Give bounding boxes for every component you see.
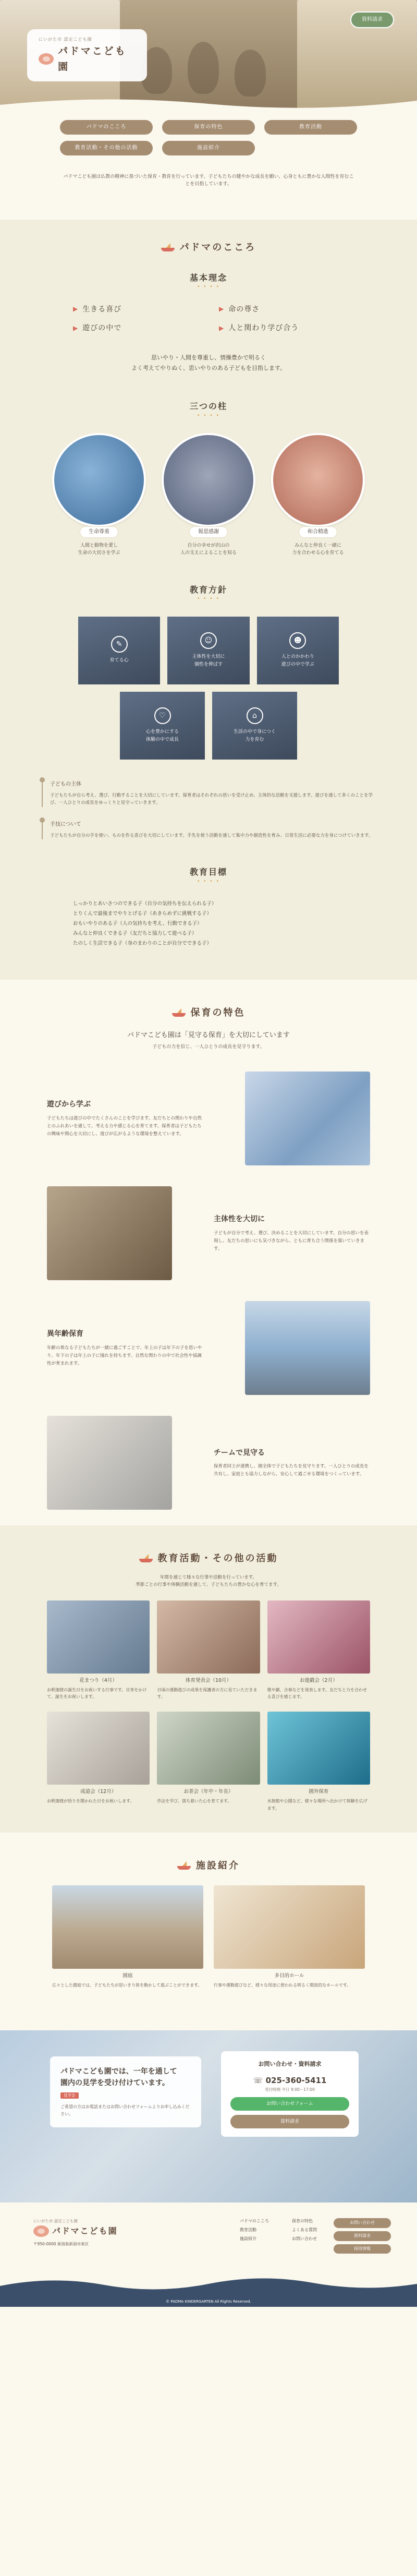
feature-photo [47, 1186, 172, 1280]
footer-buttons [334, 2218, 391, 2257]
activity-photo [47, 1712, 150, 1785]
home-icon: ⌂ [247, 707, 263, 724]
footer-link[interactable]: よくある質問 [292, 2227, 317, 2232]
activity-desc: 水族館や公園など、様々な場所へ出かけて体験を広げます。 [267, 1799, 367, 1811]
feature-title: 遊びから学ぶ [47, 1100, 91, 1109]
footer-link[interactable]: 保育の特色 [292, 2218, 313, 2223]
feature-row [47, 1416, 370, 1510]
note-title: 子どもの主体 [50, 781, 81, 787]
dot-marker [40, 777, 45, 783]
nav-facilities[interactable]: 施設紹介 [162, 141, 255, 155]
boat-icon [161, 244, 175, 251]
dot-marker [40, 817, 45, 823]
book-icon: ✎ [111, 636, 128, 653]
feature-text: 子どもが自分で考え、選び、決めることを大切にしています。自分の思いを表現し、友だちの思いにも気づきながら、ともに育ち合う関係を築いていきます。 [214, 1230, 369, 1251]
pillars-list [52, 433, 365, 557]
footer-logo[interactable]: にいがた市 認定こども園 パドマこども園 〒950-0000 新潟県新潟市東区 [33, 2218, 118, 2247]
footer-recruit-button[interactable]: 採用情報 [334, 2244, 391, 2254]
copyright: © PADMA KINDERGARTEN All Rights Reserved. [0, 2296, 417, 2307]
section-title: 保育の特色 [0, 1006, 417, 1021]
heart-icon: ♡ [154, 707, 171, 724]
feature-title: 異年齢保育 [47, 1330, 83, 1339]
goal-item: しっかりとあいさつのできる子（自分の気持ちを伝えられる子） [73, 900, 217, 907]
arrow-icon: ▶ [219, 324, 225, 332]
goal-item: たのしく生活できる子（身のまわりのことが自分でできる子） [73, 940, 212, 946]
logo-name: パドマこども園 [58, 45, 127, 73]
footer-link[interactable]: 施設紹介 [240, 2236, 256, 2241]
note-text: 子どもたちが自分の手を使い、ものを作る喜びを大切にしています。手先を使う活動を通して集中力や創造性を育み、日常生活に必要な力を身につけていきます。 [50, 833, 373, 838]
activity-title: 体育発表会（10月） [185, 1677, 232, 1683]
pillar-desc: 人間と動物を愛し 生命の大切さを学ぶ [78, 543, 120, 556]
facilities-grid [52, 1885, 365, 1989]
people-icon: ☺ [200, 632, 217, 649]
arrow-icon: ▶ [73, 305, 79, 313]
feature-title: チームで見守る [214, 1448, 265, 1457]
pillar-photo [162, 433, 255, 527]
nav-education[interactable]: 教育活動 [264, 120, 357, 135]
facility-card [52, 1885, 203, 1989]
policy-card: ☺ 主体性を大切に 個性を伸ばす [167, 617, 249, 684]
section-title: 施設紹介 [0, 1859, 417, 1874]
intro-text: パドマこども園は仏教の精神に基づいた保育・教育を行っています。子どもたちの健やかな成長を願い、心身ともに豊かな人間性を育むことを目指しています。 [63, 174, 354, 187]
site-logo[interactable] [27, 29, 147, 81]
feature-photo [245, 1072, 370, 1165]
activity-photo [157, 1712, 260, 1785]
note-handwork [42, 821, 375, 839]
activity-desc: 日頃の運動遊びの成果を保護者の方に見ていただきます。 [157, 1687, 257, 1700]
footer-link[interactable]: 教育活動 [240, 2227, 256, 2232]
boat-icon [172, 1009, 186, 1017]
pillar-desc: 自分の幸せが沢山の 人の支えによることを知る [180, 543, 237, 556]
request-docs-button[interactable]: 資料請求 [230, 2115, 349, 2128]
lotus-icon [39, 53, 54, 65]
activity-desc: 歌や劇、合奏などを発表します。友だちと力を合わせる喜びを感じます。 [267, 1687, 367, 1700]
activity-desc: お釈迦様の誕生日をお祝いする行事です。甘茶をかけて、誕生をお祝いします。 [47, 1687, 147, 1700]
activity-desc: 作法を学び、落ち着いた心を育てます。 [157, 1799, 232, 1804]
pillar-label: 和合精進 [299, 526, 337, 538]
facility-desc: 行事や運動遊びなど、様々な用途に使われる明るく開放的なホールです。 [214, 1982, 351, 1988]
phone-hours: 受付時間 平日 9:00〜17:00 [265, 2087, 315, 2092]
activity-card [267, 1600, 370, 1701]
dots-decoration: • • • • [197, 284, 220, 290]
note-title: 手技について [50, 821, 81, 827]
group-icon: ☻ [289, 632, 306, 649]
feature-row [47, 1301, 370, 1395]
activity-title: 園外保育 [309, 1789, 329, 1795]
goal-item: とりくんで最後までやりとげる子（あきらめずに挑戦する子） [73, 910, 212, 917]
activity-title: お遊戯会（2月） [300, 1677, 338, 1683]
features-lead: パドマこども園は「見守る保育」を大切にしています [127, 1031, 290, 1039]
principle-item: ▶ 人と関わり学び合う [219, 323, 299, 332]
visit-headline: パドマこども園では、一年を通して 園内の見学を受け付けています。 [60, 2067, 177, 2088]
lotus-icon [33, 2225, 49, 2237]
policy-card: ☻ 人とのかかわり 遊びの中で学ぶ [257, 617, 339, 684]
activity-title: 花まつり（4月） [79, 1677, 117, 1683]
pillar-card [271, 433, 365, 557]
nav-features[interactable]: 保育の特色 [162, 120, 255, 135]
dots-decoration: • • • • [197, 878, 220, 884]
policy-list [78, 617, 339, 684]
section-title: 教育活動・その他の活動 [0, 1551, 417, 1567]
nav-activities[interactable]: 教育活動・その他の活動 [60, 141, 153, 155]
activities-lead: 年間を通じて様々な行事や活動を行っています。 季節ごとの行事や体験活動を通して、子どもたちの豊かな心を育てます。 [136, 1574, 281, 1588]
pillar-card [162, 433, 255, 557]
pillar-label: 生命尊重 [80, 526, 118, 538]
activities-grid [47, 1600, 370, 1812]
hero [0, 0, 417, 110]
policy-card: ⌂ 生活の中で身につく 力を育む [212, 692, 297, 760]
boat-icon [139, 1555, 153, 1562]
section-facilities [0, 1833, 417, 2009]
note-text: 子どもたちが自ら考え、選び、行動することを大切にしています。保育者はそれぞれの思いを受け止め、主体的な活動を支援します。遊びを通して多くのことを学び、一人ひとりの成長をゆっくりと見守っていきます。 [50, 792, 373, 806]
footer-logo-sub: にいがた市 認定こども園 [33, 2218, 78, 2223]
feature-photo [47, 1416, 172, 1510]
phone-icon: ☏ [253, 2075, 266, 2085]
header-request-button[interactable]: 資料請求 [350, 11, 394, 28]
policy-list-row2 [120, 692, 297, 760]
contact-form-button[interactable]: お問い合わせフォーム [230, 2097, 349, 2111]
facility-title: 園庭 [122, 1972, 133, 1979]
activity-photo [157, 1600, 260, 1674]
features-sub: 子どもの力を信じ、一人ひとりの成長を見守ります。 [152, 1044, 265, 1050]
nav-kokoro[interactable]: パドマのこころ [60, 120, 153, 135]
facility-card [214, 1885, 365, 1989]
mission-text: 思いやり・人間を尊重し、情操豊かで明るく よく考えてやりぬく、思いやりのある子どもを目指します。 [131, 354, 286, 372]
dots-decoration: • • • • [197, 596, 220, 602]
footer [0, 2202, 417, 2307]
contact-title: お問い合わせ・資料請求 [258, 2060, 322, 2067]
facility-title: 多目的ホール [274, 1972, 304, 1979]
activity-photo [267, 1600, 370, 1674]
pillar-photo [271, 433, 365, 527]
feature-row [47, 1072, 370, 1165]
section-features [0, 980, 417, 1525]
activity-card [267, 1712, 370, 1812]
pillars-title: 三つの柱 [189, 401, 227, 411]
pillar-photo [52, 433, 146, 527]
boat-icon [177, 1862, 191, 1870]
arrow-icon: ▶ [219, 305, 225, 313]
feature-text: 保育者同士が連携し、園全体で子どもたちを見守ります。一人ひとりの成長を共有し、家庭とも協力しながら、安心して過ごせる環境をつくっています。 [214, 1464, 369, 1477]
goal-item: みんなと仲良くできる子（友だちと協力して遊べる子） [73, 930, 197, 936]
feature-row [47, 1186, 370, 1280]
note-subject [42, 780, 375, 807]
policy-card: ✎ 育てる心 [78, 617, 160, 684]
feature-text: 子どもたちは遊びの中でたくさんのことを学びます。友だちとの関わりや自然とのふれあいを通して、考える力や感じる心を育てます。保育者は子どもたちの興味や関心を大切にし、遊びが広がるような環境を整えています。 [47, 1115, 202, 1137]
footer-link[interactable]: お問い合わせ [292, 2236, 317, 2241]
goals-title: 教育目標 [189, 867, 227, 877]
activity-desc: お釈迦様が悟りを開かれた日をお祝いします。 [47, 1799, 134, 1804]
pillar-desc: みんなと仲良く一緒に 力を合わせる心を育てる [292, 543, 344, 556]
activity-title: 成道会（12月） [80, 1789, 117, 1795]
activity-card [157, 1600, 260, 1701]
activity-card [47, 1712, 150, 1812]
feature-text: 年齢の異なる子どもたちが一緒に過ごすことで、年上の子は年下の子を思いやり、年下の子は年上の子に憧れを持ちます。自然な関わりの中で社会性や協調性が育まれます。 [47, 1345, 202, 1366]
principle-item: ▶ 命の尊さ [219, 305, 260, 314]
feature-title: 主体性を大切に [214, 1215, 265, 1224]
activity-photo [47, 1600, 150, 1674]
principles-list [73, 304, 344, 334]
footer-address: 〒950-0000 新潟県新潟市東区 [33, 2241, 89, 2246]
visit-tag: 見学会 [60, 2092, 79, 2099]
logo-sub: にいがた市 認定こども園 [39, 37, 92, 42]
facility-photo [214, 1885, 365, 1969]
policy-title: 教育方針 [189, 584, 227, 595]
footer-link[interactable]: パドマのこころ [240, 2218, 269, 2223]
cta-section [0, 2030, 417, 2202]
footer-wave [0, 2270, 417, 2296]
footer-request-button[interactable]: 資料請求 [334, 2231, 391, 2241]
contact-box [221, 2051, 359, 2137]
dots-decoration: • • • • [197, 413, 220, 418]
pillar-label: 報恩感謝 [189, 526, 228, 538]
section-activities [0, 1525, 417, 1833]
facility-photo [52, 1885, 203, 1969]
activity-title: お茶会（年中・年長） [183, 1789, 234, 1795]
policy-card: ♡ 心を豊かにする 体験の中で成長 [120, 692, 205, 760]
phone-number[interactable]: ☏ 025-360-5411 [253, 2075, 327, 2085]
anchor-nav [60, 120, 357, 155]
footer-contact-button[interactable]: お問い合わせ [334, 2218, 391, 2228]
goal-item: おもいやりのある子（人の気持ちを考え、行動できる子） [73, 920, 202, 926]
visit-box [50, 2056, 201, 2127]
activity-card [157, 1712, 260, 1812]
activity-photo [267, 1712, 370, 1785]
goals-list [73, 899, 344, 948]
pillar-card [52, 433, 146, 557]
principle-item: ▶ 生きる喜び [73, 305, 122, 314]
facility-desc: 広々とした園庭では、子どもたちが思いきり体を動かして遊ぶことができます。 [52, 1982, 202, 1988]
section-title: パドマのこころ [0, 240, 417, 256]
feature-photo [245, 1301, 370, 1395]
principle-title: 基本理念 [189, 272, 227, 283]
section-kokoro [0, 220, 417, 980]
hero-wave [0, 94, 417, 110]
principle-item: ▶ 遊びの中で [73, 323, 122, 332]
footer-links [240, 2218, 339, 2242]
activity-card [47, 1600, 150, 1701]
arrow-icon: ▶ [73, 324, 79, 332]
visit-text: ご希望の方はお電話またはお問い合わせフォームよりお申し込みください。 [60, 2104, 190, 2116]
